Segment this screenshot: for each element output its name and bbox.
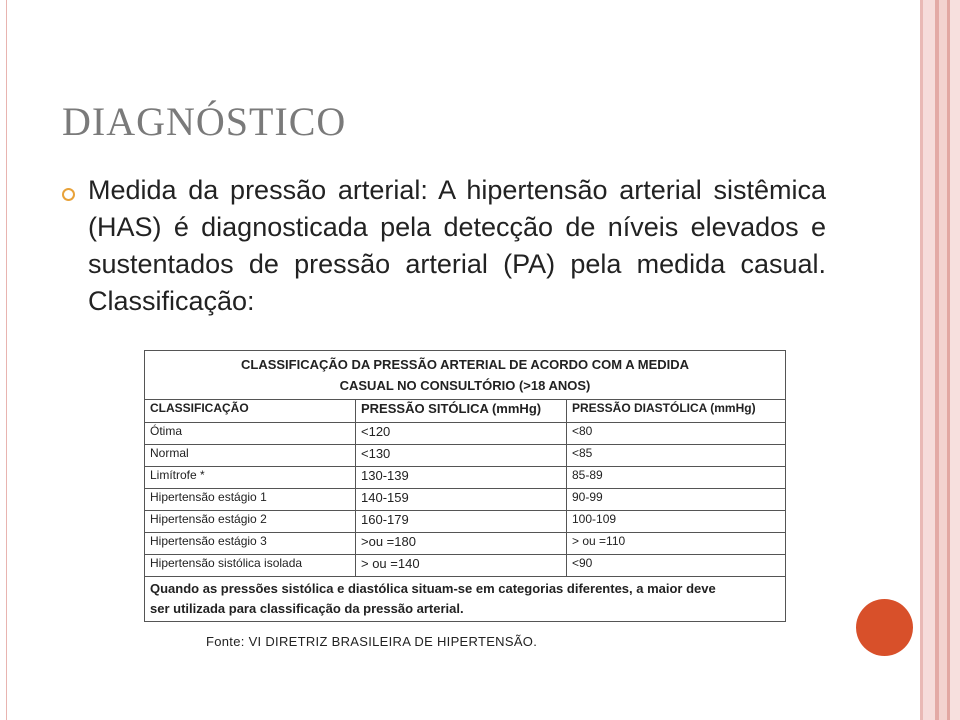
cell-diastolic: 90-99	[567, 489, 786, 511]
table-title-line2: CASUAL NO CONSULTÓRIO (>18 ANOS)	[339, 378, 591, 393]
classification-table-container	[144, 350, 786, 622]
cell-classification: Normal	[145, 445, 356, 467]
table-note	[145, 577, 786, 622]
cell-systolic: 130-139	[356, 467, 567, 489]
table-row	[145, 445, 786, 467]
bullet-text: Medida da pressão arterial: A hipertensão arterial sistêmica (HAS) é diagnosticada pela detecção de níveis elevados e sustentados de pressão arterial (PA) pela medida casual. Classificação:	[88, 175, 826, 316]
table-row	[145, 467, 786, 489]
cell-diastolic: <80	[567, 423, 786, 445]
cell-classification: Hipertensão estágio 3	[145, 533, 356, 555]
table-row	[145, 489, 786, 511]
table-row	[145, 511, 786, 533]
cell-diastolic: 85-89	[567, 467, 786, 489]
table-note-row	[145, 577, 786, 622]
cell-classification: Hipertensão estágio 1	[145, 489, 356, 511]
accent-circle	[856, 599, 913, 656]
column-header-row	[145, 400, 786, 423]
cell-systolic: <120	[356, 423, 567, 445]
page-title: DIAGNÓSTICO	[62, 99, 347, 144]
table-title-row	[145, 351, 786, 400]
cell-classification: Hipertensão estágio 2	[145, 511, 356, 533]
cell-diastolic: <85	[567, 445, 786, 467]
cell-classification: Ótima	[145, 423, 356, 445]
table-note-line2: ser utilizada para classificação da pressão arterial.	[150, 601, 464, 616]
table-note-line1: Quando as pressões sistólica e diastólica situam-se em categorias diferentes, a maior deve	[150, 581, 716, 596]
bullet-item	[62, 172, 826, 320]
table-title-line1: CLASSIFICAÇÃO DA PRESSÃO ARTERIAL DE ACORDO COM A MEDIDA	[240, 357, 690, 372]
column-header-diastolic: PRESSÃO DIASTÓLICA (mmHg)	[567, 400, 786, 423]
source-citation: Fonte: VI DIRETRIZ BRASILEIRA DE HIPERTENSÃO.	[206, 634, 538, 649]
table-row	[145, 533, 786, 555]
cell-systolic: <130	[356, 445, 567, 467]
cell-diastolic: > ou =110	[567, 533, 786, 555]
cell-systolic: >ou =180	[356, 533, 567, 555]
cell-systolic: 140-159	[356, 489, 567, 511]
table-title	[145, 351, 786, 400]
column-header-classification: CLASSIFICAÇÃO	[145, 400, 356, 423]
cell-systolic: 160-179	[356, 511, 567, 533]
cell-classification: Limítrofe *	[145, 467, 356, 489]
cell-diastolic: 100-109	[567, 511, 786, 533]
decorative-stripes	[920, 0, 960, 720]
table-row	[145, 555, 786, 577]
table-row	[145, 423, 786, 445]
classification-table	[144, 350, 786, 622]
cell-classification: Hipertensão sistólica isolada	[145, 555, 356, 577]
bullet-circle-icon	[62, 188, 75, 201]
cell-systolic: > ou =140	[356, 555, 567, 577]
cell-diastolic: <90	[567, 555, 786, 577]
column-header-systolic: PRESSÃO SITÓLICA (mmHg)	[356, 400, 567, 423]
frame-line-left	[6, 0, 7, 720]
